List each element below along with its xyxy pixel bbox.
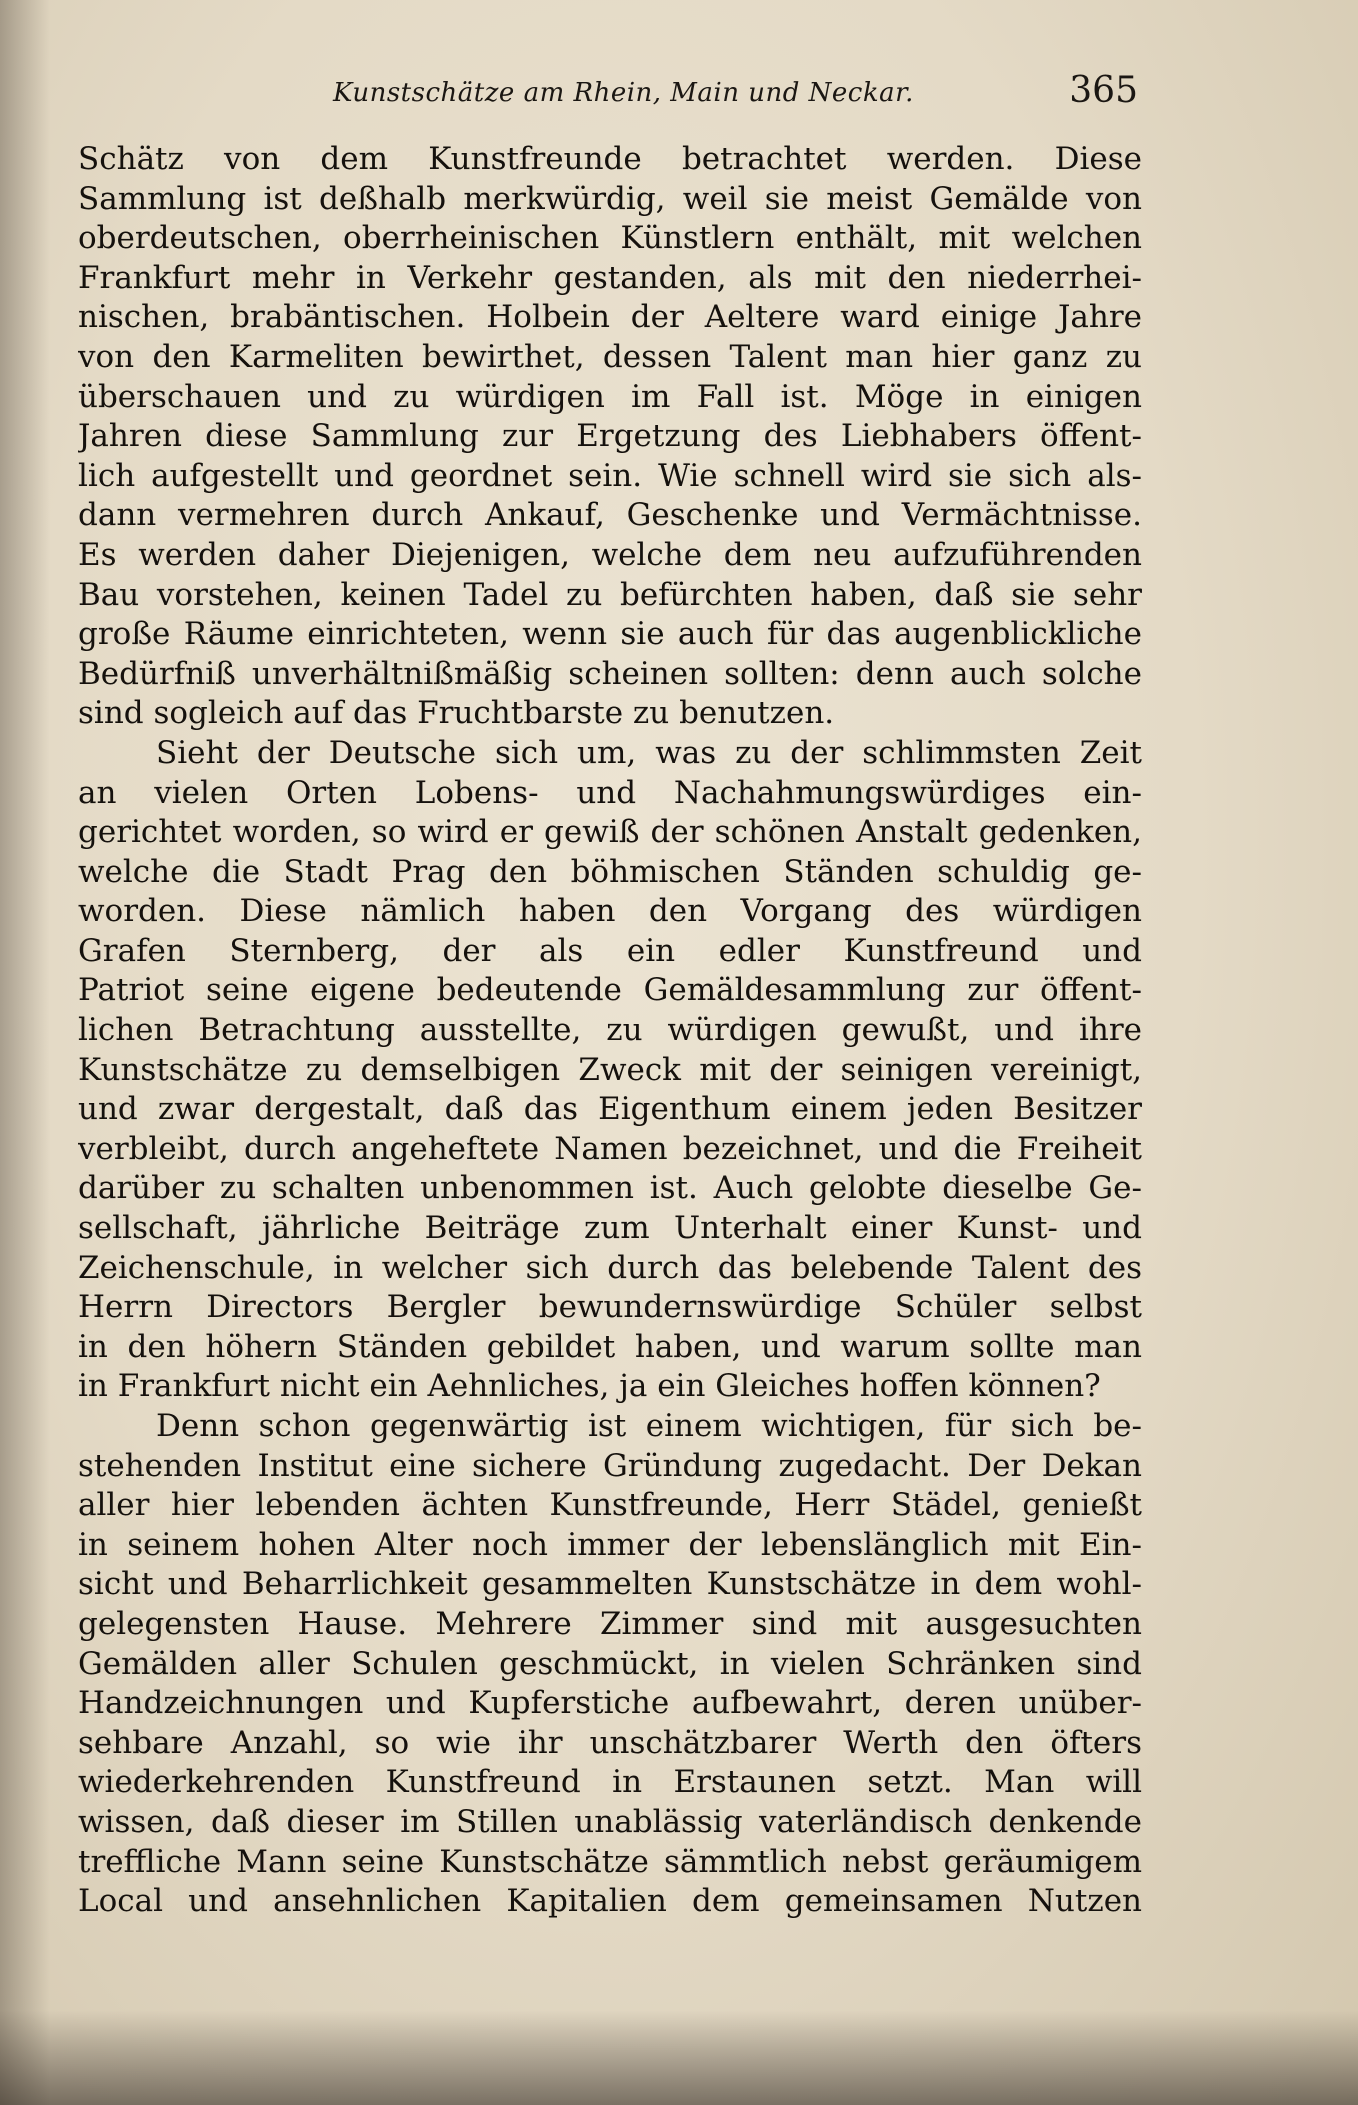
text-line: Zeichenschule, in welcher sich durch das belebende Talent des bbox=[78, 1249, 1142, 1286]
text-line: wiederkehrenden Kunstfreund in Erstaunen setzt. Man will bbox=[78, 1764, 1142, 1801]
text-line: Local und ansehnlichen Kapitalien dem gemeinsamen Nutzen bbox=[78, 1883, 1142, 1920]
text-line: und zwar dergestalt, daß das Eigenthum einem jeden Besitzer bbox=[78, 1091, 1142, 1128]
text-line: dann vermehren durch Ankauf, Geschenke und Vermächtnisse. bbox=[78, 497, 1142, 534]
text-line: verbleibt, durch angeheftete Namen bezeichnet, und die Freiheit bbox=[78, 1130, 1142, 1167]
text-line: Patriot seine eigene bedeutende Gemäldesammlung zur öffent- bbox=[78, 972, 1142, 1009]
text-line: sicht und Beharrlichkeit gesammelten Kunstschätze in dem wohl- bbox=[78, 1566, 1142, 1603]
text-line: von den Karmeliten bewirthet, dessen Talent man hier ganz zu bbox=[78, 338, 1142, 375]
paragraph-end-line: sind sogleich auf das Fruchtbarste zu benutzen. bbox=[78, 695, 835, 732]
text-line: welche die Stadt Prag den böhmischen Ständen schuldig ge- bbox=[78, 853, 1142, 890]
page-body bbox=[78, 140, 1142, 1922]
text-line: große Räume einrichteten, wenn sie auch für das augenblickliche bbox=[78, 616, 1142, 653]
text-line: sehbare Anzahl, so wie ihr unschätzbarer Werth den öfters bbox=[78, 1724, 1142, 1761]
text-line: gelegensten Hause. Mehrere Zimmer sind mit ausgesuchten bbox=[78, 1605, 1142, 1642]
text-line: stehenden Institut eine sichere Gründung zugedacht. Der Dekan bbox=[78, 1447, 1142, 1484]
text-line: lich aufgestellt und geordnet sein. Wie schnell wird sie sich als- bbox=[78, 457, 1142, 494]
text-line: Handzeichnungen und Kupferstiche aufbewahrt, deren unüber- bbox=[78, 1685, 1142, 1722]
text-line: treffliche Mann seine Kunstschätze sämmtlich nebst geräumigem bbox=[78, 1843, 1142, 1880]
text-line: worden. Diese nämlich haben den Vorgang des würdigen bbox=[78, 893, 1142, 930]
text-line: Schätz von dem Kunstfreunde betrachtet werden. Diese bbox=[78, 141, 1142, 177]
paragraph-end-line: in Frankfurt nicht ein Aehnliches, ja ein Gleiches hoffen können? bbox=[78, 1368, 1101, 1405]
text-line: Bedürfniß unverhältnißmäßig scheinen sollten: denn auch solche bbox=[78, 655, 1142, 692]
text-line: Kunstschätze zu demselbigen Zweck mit der seinigen vereinigt, bbox=[78, 1051, 1142, 1088]
text-line: Bau vorstehen, keinen Tadel zu befürchten haben, daß sie sehr bbox=[78, 576, 1142, 613]
page-bottom-shadow bbox=[0, 2010, 1358, 2105]
running-title: Kunstschätze am Rhein, Main und Neckar. bbox=[333, 78, 914, 108]
text-line: Gemälden aller Schulen geschmückt, in vielen Schränken sind bbox=[78, 1645, 1142, 1682]
text-line: Herrn Directors Bergler bewundernswürdige Schüler selbst bbox=[78, 1289, 1142, 1326]
spine-shadow bbox=[0, 0, 50, 2105]
page-header bbox=[78, 70, 1138, 120]
text-line: sellschaft, jährliche Beiträge zum Unterhalt einer Kunst- und bbox=[78, 1210, 1142, 1247]
text-line: Sammlung ist deßhalb merkwürdig, weil sie meist Gemälde von bbox=[78, 180, 1142, 217]
text-line: Grafen Sternberg, der als ein edler Kunstfreund und bbox=[78, 932, 1142, 969]
text-line: Frankfurt mehr in Verkehr gestanden, als mit den niederrhei- bbox=[78, 259, 1142, 296]
paragraph-start-line: Denn schon gegenwärtig ist einem wichtigen, für sich be- bbox=[156, 1408, 1142, 1444]
text-line: Es werden daher Diejenigen, welche dem neu aufzuführenden bbox=[78, 536, 1142, 573]
text-line: aller hier lebenden ächten Kunstfreunde, Herr Städel, genießt bbox=[78, 1487, 1142, 1524]
text-line: an vielen Orten Lobens- und Nachahmungswürdiges ein- bbox=[78, 774, 1142, 811]
text-line: lichen Betrachtung ausstellte, zu würdigen gewußt, und ihre bbox=[78, 1012, 1142, 1049]
text-line: nischen, brabäntischen. Holbein der Aeltere ward einige Jahre bbox=[78, 299, 1142, 336]
page-number: 365 bbox=[1069, 70, 1138, 111]
paragraph-start-line: Sieht der Deutsche sich um, was zu der schlimmsten Zeit bbox=[156, 734, 1142, 771]
text-line: in seinem hohen Alter noch immer der lebenslänglich mit Ein- bbox=[78, 1526, 1142, 1563]
text-line: oberdeutschen, oberrheinischen Künstlern enthält, mit welchen bbox=[78, 220, 1142, 257]
text-line: überschauen und zu würdigen im Fall ist. Möge in einigen bbox=[78, 378, 1142, 415]
text-line: darüber zu schalten unbenommen ist. Auch gelobte dieselbe Ge- bbox=[78, 1170, 1142, 1207]
text-line: in den höhern Ständen gebildet haben, und warum sollte man bbox=[78, 1328, 1142, 1365]
text-line: Jahren diese Sammlung zur Ergetzung des Liebhabers öffent- bbox=[78, 418, 1142, 455]
text-line: gerichtet worden, so wird er gewiß der schönen Anstalt gedenken, bbox=[78, 814, 1142, 851]
text-line: wissen, daß dieser im Stillen unablässig vaterländisch denkende bbox=[78, 1803, 1142, 1840]
